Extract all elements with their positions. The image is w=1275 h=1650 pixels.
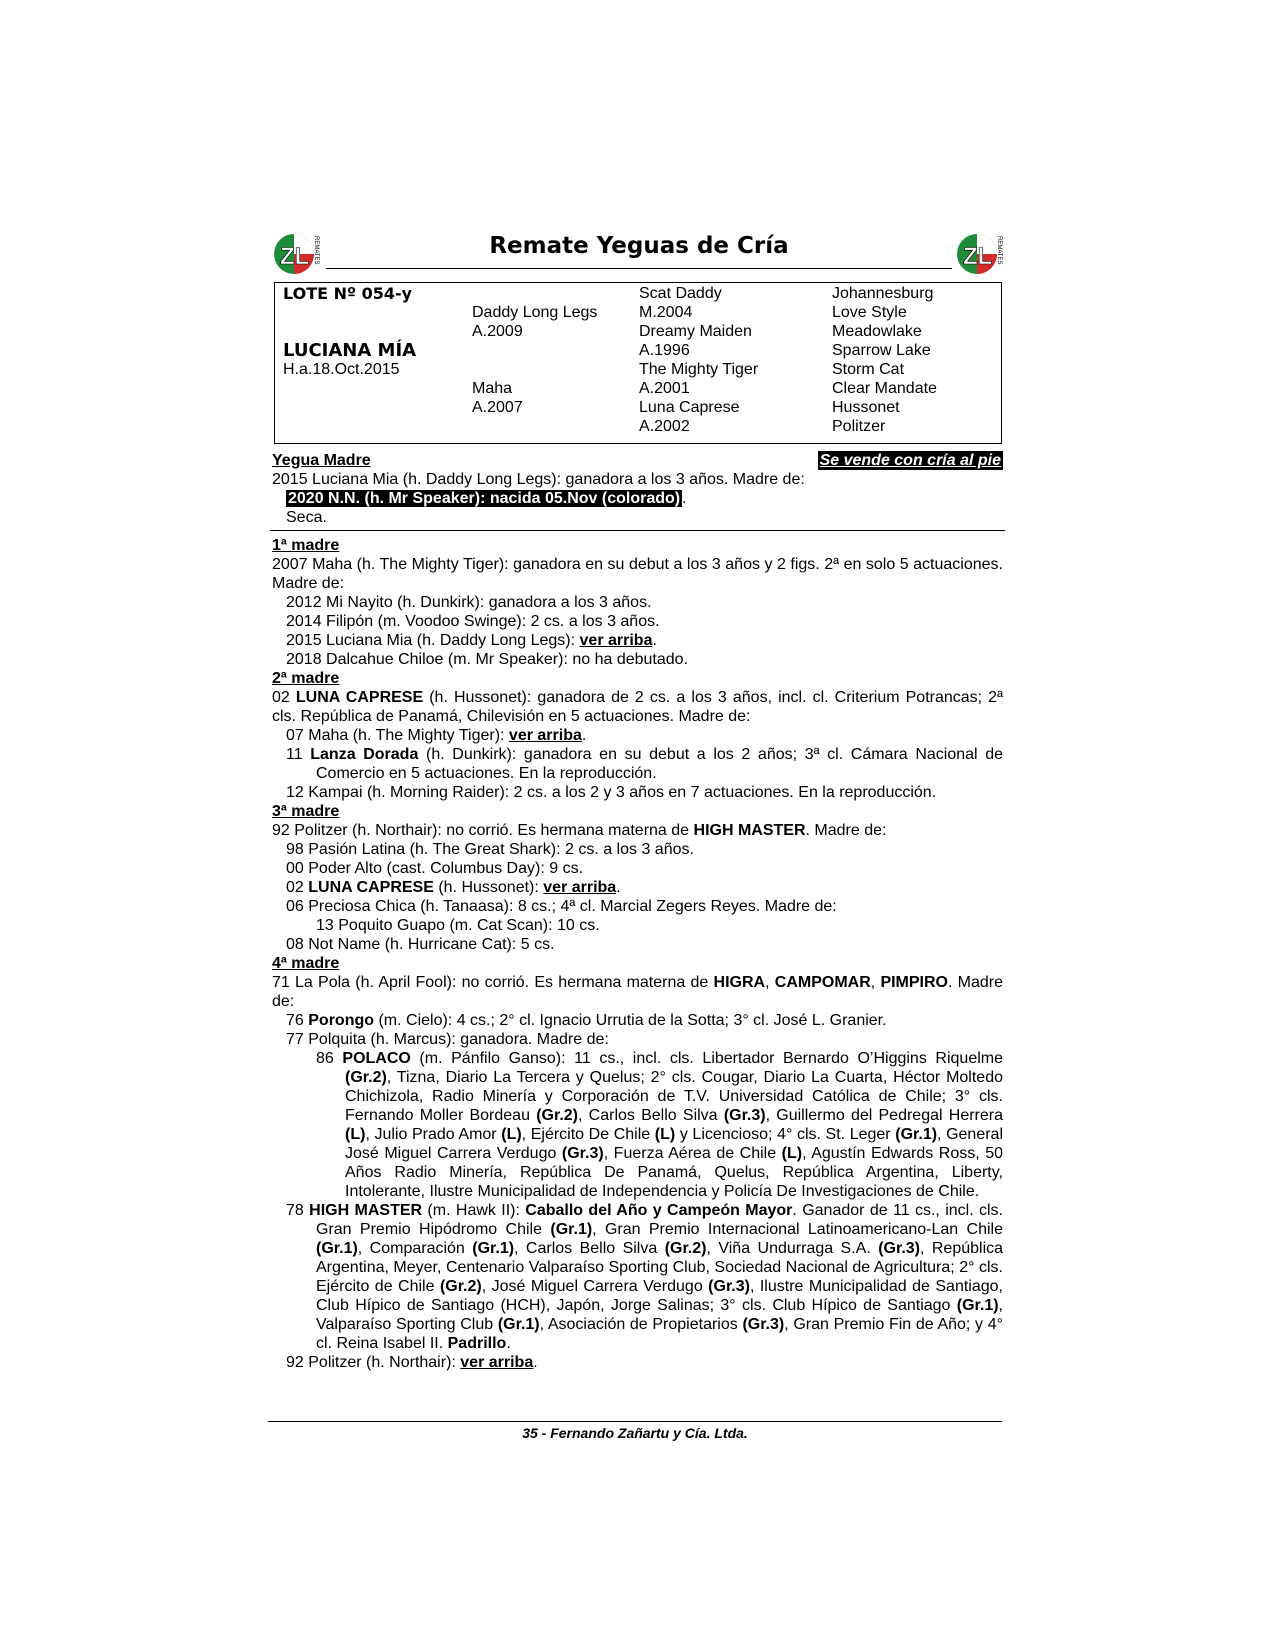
great-grandparent-entry: Politzer [832, 418, 886, 435]
bold-run: (Gr.2) [536, 1107, 578, 1124]
horse-name-bold: HIGH MASTER [693, 822, 806, 839]
company-logo-left [272, 228, 324, 280]
text-run: , Viña Undurraga S.A. [706, 1240, 879, 1257]
section-heading-madre-4: 4ª madre [272, 955, 340, 972]
bold-run: (Gr.1) [956, 1297, 999, 1314]
see-above-link[interactable]: ver arriba [579, 632, 653, 649]
produce-line: 08 Not Name (h. Hurricane Cat): 5 cs. [286, 936, 555, 953]
produce-line: 2012 Mi Nayito (h. Dunkirk): ganadora a los 3 años. [286, 594, 652, 611]
page-footer: 35 - Fernando Zañartu y Cía. Ltda. [522, 1425, 748, 1441]
text: (h. Hussonet): ganadora de 2 cs. a los 3 años, incl. cl. Criterium Potrancas; 2ª cls. República de Panamá, Chilevisión en 5 actuaciones. Madre de: [272, 689, 1004, 725]
produce-line: 98 Pasión Latina (h. The Great Shark): 2 cs. a los 3 años. [286, 841, 694, 858]
horse-name-bold: CAMPOMAR [774, 974, 871, 991]
svg-text:ZL: ZL [963, 243, 993, 270]
company-logo-right [955, 228, 1007, 280]
bold-run: Padrillo [447, 1335, 507, 1352]
pedigree-box [274, 282, 1002, 444]
svg-text:REMATES: REMATES [313, 236, 319, 265]
produce-text: 02 [286, 879, 309, 896]
grandparent-entry: Dreamy Maiden [639, 323, 752, 340]
produce-text: (h. Dunkirk): ganadora en su debut a los 2 años; 3ª cl. Cámara Nacional de Comercio en 5 actuaciones. En la reproducción. [316, 746, 1003, 782]
text-run: , Guillermo del Pedregal Herrera [765, 1107, 1004, 1124]
text: . Madre de: [805, 822, 887, 839]
text-run: , Carlos Bello Silva [578, 1107, 724, 1124]
dam-name: Maha [472, 380, 513, 397]
bold-run: (Gr.1) [472, 1240, 515, 1257]
bold-run: (Gr.1) [895, 1126, 938, 1143]
bold-run: (Gr.1) [316, 1240, 358, 1257]
bold-run: (L) [654, 1126, 676, 1143]
page-title: Remate Yeguas de Cría [489, 233, 789, 259]
horse-name-bold: PIMPIRO [880, 974, 948, 991]
text-run: , Asociación de Propietarios [539, 1316, 743, 1333]
produce-line: 06 Preciosa Chica (h. Tanaasa): 8 cs.; 4ª cl. Marcial Zegers Reyes. Madre de: [286, 898, 837, 915]
status-line: Seca. [286, 509, 327, 526]
text-run: y Licencioso; 4° cls. St. Leger [675, 1126, 896, 1143]
text-run: , Gran Premio Internacional Latinoamericano-Lan Chile [592, 1221, 1004, 1238]
produce-text: 76 [286, 1012, 309, 1029]
grandparent-entry: A.1996 [639, 342, 690, 359]
text-run: 86 [316, 1050, 343, 1067]
yegua-madre-header [272, 451, 1003, 470]
madre-2-intro [272, 688, 1003, 726]
great-grandparent-entry: Hussonet [832, 399, 900, 416]
great-grandparent-entry: Clear Mandate [832, 380, 937, 397]
bold-run: (Gr.3) [708, 1278, 750, 1295]
grandparent-entry: The Mighty Tiger [639, 361, 759, 378]
produce-text: . [581, 727, 587, 744]
grandparent-entry: A.2001 [639, 380, 690, 397]
bold-run: (L) [345, 1126, 366, 1143]
lot-number: LOTE Nº 054-y [283, 284, 413, 303]
pedigree-horse-column [283, 284, 416, 379]
section-heading-madre-1: 1ª madre [272, 537, 340, 554]
text-run: , General José Miguel Carrera Verdugo [345, 1126, 1004, 1162]
svg-text:ZL: ZL [280, 243, 310, 270]
produce-line: 12 Kampai (h. Morning Raider): 2 cs. a los 2 y 3 años en 7 actuaciones. En la reproducción. [286, 784, 937, 801]
bold-run: (Gr.1) [497, 1316, 540, 1333]
bold-run: (Gr.2) [345, 1069, 387, 1086]
text-run: , Julio Prado Amor [365, 1126, 502, 1143]
produce-text: 2015 Luciana Mia (h. Daddy Long Legs): [286, 632, 580, 649]
text-run: , República Argentina, Meyer, Centenario Valparaíso Sporting Club, Sociedad Nacional de Agricultura; 2° cls. Ejército de Chile [316, 1240, 1004, 1295]
pedigree-parents-column [472, 284, 597, 417]
produce-text: 92 Politzer (h. Northair): [286, 1354, 461, 1371]
section-divider [270, 530, 1005, 531]
foal-highlight: 2020 N.N. (h. Mr Speaker): nacida 05.Nov (colorado) [288, 490, 681, 507]
bold-run: (Gr.3) [878, 1240, 920, 1257]
produce-text: 07 Maha (h. The Mighty Tiger): [286, 727, 509, 744]
text-run: , Fuerza Aérea de Chile [603, 1145, 782, 1162]
produce-line-high-master [272, 1201, 1003, 1353]
pedigree-great-grandparents-column [832, 284, 937, 436]
dam-year: A.2007 [472, 399, 523, 416]
text-run: , Ejército De Chile [521, 1126, 655, 1143]
produce-line [272, 745, 1003, 783]
horse-name-bold: LUNA CAPRESE [308, 879, 434, 896]
produce-line-polaco [272, 1049, 1003, 1201]
produce-line [272, 878, 1003, 897]
produce-line: 00 Poder Alto (cast. Columbus Day): 9 cs. [286, 860, 584, 877]
produce-line [272, 1353, 1003, 1372]
text: 71 La Pola (h. April Fool): no corrió. Es hermana materna de [272, 974, 714, 991]
produce-line: 77 Polquita (h. Marcus): ganadora. Madre de: [286, 1031, 609, 1048]
yegua-madre-line: 2015 Luciana Mia (h. Daddy Long Legs): ganadora a los 3 años. Madre de: [272, 471, 805, 488]
text-run: , Valparaíso Sporting Club [316, 1297, 1003, 1333]
produce-line: 13 Poquito Guapo (m. Cat Scan): 10 cs. [316, 917, 600, 934]
sale-badge: Se vende con cría al pie [819, 452, 1001, 469]
bold-run: (Gr.2) [664, 1240, 707, 1257]
produce-text: 11 [286, 746, 311, 763]
text: 92 Politzer (h. Northair): no corrió. Es hermana materna de [272, 822, 694, 839]
grandparent-entry: Scat Daddy [639, 285, 722, 302]
bold-run: (Gr.2) [439, 1278, 482, 1295]
section-heading-madre-2: 2ª madre [272, 670, 340, 687]
horse-name-bold: Lanza Dorada [310, 746, 419, 763]
text: , [870, 974, 881, 991]
great-grandparent-entry: Sparrow Lake [832, 342, 931, 359]
section-heading-madre-3: 3ª madre [272, 803, 340, 820]
text-run: . [506, 1335, 511, 1352]
produce-text: . [652, 632, 657, 649]
see-above-link[interactable]: ver arriba [460, 1354, 534, 1371]
text-run: , Ilustre Municipalidad de Santiago, Club Hípico de Santiago (HCH), Japón, Jorge Salinas; 3° cls. Club Hípico de Santiago [316, 1278, 1003, 1314]
title-rule [326, 268, 952, 269]
section-heading-yegua-madre: Yegua Madre [272, 452, 371, 469]
text-run: (m. Pánfilo Ganso): 11 cs., incl. cls. Libertador Bernardo O’Higgins Riquelme [410, 1050, 1003, 1067]
text: . Madre de: [272, 974, 1004, 1010]
grandparent-entry: M.2004 [639, 304, 693, 321]
text-run: , Agustín Edwards Ross, 50 Años Radio Minería, República De Panamá, Quelus, República Argentina, Liberty, Intolerante, Ilustre Municipalidad de Independencia y Policía De Investigaciones de Chile. [345, 1145, 1003, 1200]
produce-text: (m. Cielo): 4 cs.; 2° cl. Ignacio Urrutia de la Sotta; 3° cl. José L. Granier. [374, 1012, 887, 1029]
bold-run: (L) [781, 1145, 803, 1162]
great-grandparent-entry: Johannesburg [832, 285, 934, 302]
bold-run: POLACO [342, 1050, 411, 1067]
horse-name: LUCIANA MÍA [283, 340, 417, 361]
madre-1-intro: 2007 Maha (h. The Mighty Tiger): ganadora en su debut a los 3 años y 2 figs. 2ª en solo 5 actuaciones. Madre de: [272, 556, 1003, 592]
produce-line [272, 1011, 1003, 1030]
horse-name-bold: HIGRA [713, 974, 766, 991]
pedigree-grandparents-column [639, 284, 758, 436]
text-run: , Tizna, Diario La Tercera y Quelus; 2° cls. Cougar, Diario La Cuarta, Héctor Moltedo Chichizola, Radio Minería y Corporación de T.V. Universidad Católica de Chile; 3° cls. Fernando Moller Bordeau [345, 1069, 1003, 1124]
grandparent-entry: Luna Caprese [639, 399, 740, 416]
great-grandparent-entry: Storm Cat [832, 361, 905, 378]
sire-name: Daddy Long Legs [472, 304, 598, 321]
horse-birth: H.a.18.Oct.2015 [283, 361, 400, 378]
text: , [765, 974, 775, 991]
produce-text: . [533, 1354, 538, 1371]
grandparent-entry: A.2002 [639, 418, 690, 435]
text-run: , José Miguel Carrera Verdugo [481, 1278, 709, 1295]
bold-run: (Gr.3) [561, 1145, 604, 1162]
madre-4-intro [272, 973, 1003, 1011]
produce-line [272, 631, 1003, 650]
bold-run: (Gr.3) [723, 1107, 766, 1124]
footer-rule [268, 1421, 1002, 1422]
text-run: , Gran Premio Fin de Año; y 4° cl. Reina Isabel II. [316, 1316, 1004, 1352]
produce-line: 2014 Filipón (m. Voodoo Swinge): 2 cs. a los 3 años. [286, 613, 660, 630]
bold-run: (L) [501, 1126, 522, 1143]
produce-line [272, 726, 1003, 745]
horse-name-bold: LUNA CAPRESE [295, 689, 424, 706]
catalog-body [272, 451, 1003, 1372]
great-grandparent-entry: Meadowlake [832, 323, 922, 340]
text-run: . Ganador de 11 cs., incl. cls. Gran Premio Hipódromo Chile [316, 1202, 1004, 1238]
great-grandparent-entry: Love Style [832, 304, 907, 321]
bold-run: HIGH MASTER [309, 1202, 423, 1219]
bold-run: Caballo del Año y Campeón Mayor [525, 1202, 793, 1219]
produce-text: (h. Hussonet): [433, 879, 544, 896]
sire-year: A.2009 [472, 323, 523, 340]
see-above-link[interactable]: ver arriba [508, 727, 582, 744]
bold-run: (Gr.1) [550, 1221, 593, 1238]
text: 02 [272, 689, 296, 706]
foal-end: . [682, 490, 687, 507]
madre-3-intro [272, 821, 1003, 840]
horse-name-bold: Porongo [308, 1012, 375, 1029]
see-above-link[interactable]: ver arriba [543, 879, 617, 896]
bold-run: (Gr.3) [742, 1316, 785, 1333]
produce-line: 2018 Dalcahue Chiloe (m. Mr Speaker): no ha debutado. [286, 651, 689, 668]
text-run: (m. Hawk II): [422, 1202, 526, 1219]
text-run: , Carlos Bello Silva [514, 1240, 665, 1257]
text-run: 78 [286, 1202, 310, 1219]
text-run: , Comparación [357, 1240, 473, 1257]
foal-line [272, 489, 1003, 508]
svg-text:REMATES: REMATES [996, 236, 1002, 265]
produce-text: . [616, 879, 621, 896]
